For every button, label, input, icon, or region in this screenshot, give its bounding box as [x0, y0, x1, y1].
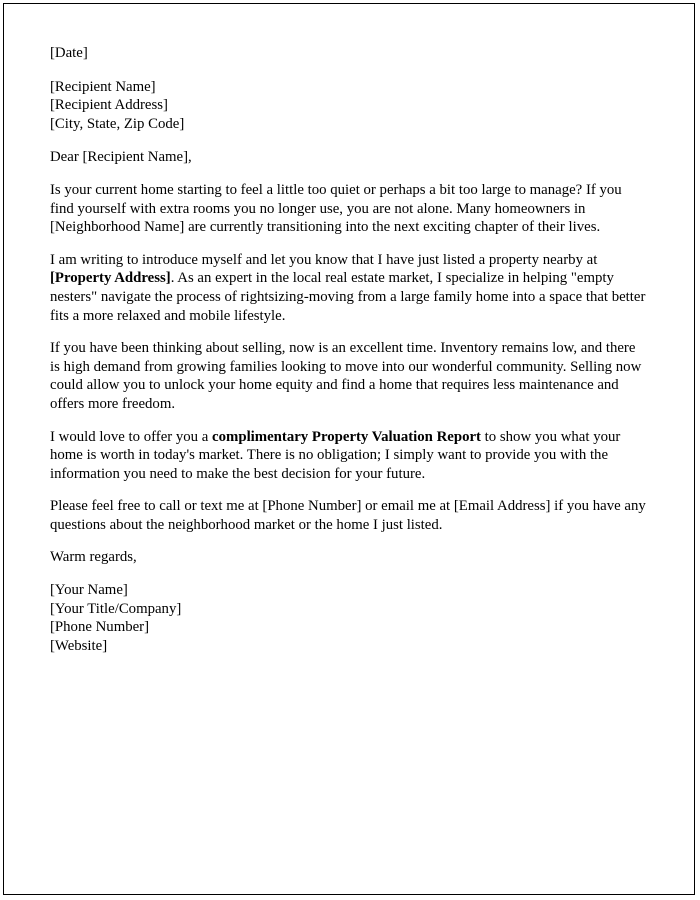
paragraph-selling-time: If you have been thinking about selling, now is an excellent time. Inventory remains low, and there is high demand from growing families looking to move into our wonderful community. Selling now could allow you to unlock your home equity and find a home that requires less maintenance and offers more freedom. — [50, 340, 642, 412]
text-segment: to show you what your home is worth in today's market. There is no obligation; I simply want to provide you with the information you need to make the best decision for your future. — [50, 428, 621, 482]
text-segment: I would love to offer you a — [50, 428, 213, 445]
signature-block — [50, 581, 646, 655]
date-block — [50, 44, 646, 63]
closing: Warm regards, — [50, 549, 137, 566]
text-segment: . As an expert in the local real estate market, I specialize in helping "empty nesters" navigate the process of rightsizing-moving from a large family home into a space that better fits a more relaxed and mobile lifestyle. — [50, 270, 646, 324]
signature-name: [Your Name] — [50, 582, 128, 599]
paragraph-quiet-home: Is your current home starting to feel a little too quiet or perhaps a bit too large to manage? If you find yourself with extra rooms you no longer use, you are not alone. Many homeowners in [Neighborhood Name] are currently transitioning into the next exciting chapter of their lives. — [50, 181, 622, 236]
signature-title-company: [Your Title/Company] — [50, 600, 182, 617]
recipient-block — [50, 78, 646, 134]
signature-phone: [Phone Number] — [50, 619, 150, 636]
salutation: Dear [Recipient Name], — [50, 149, 192, 166]
recipient-name: [Recipient Name] — [50, 78, 156, 95]
paragraph-valuation-offer — [50, 428, 646, 484]
recipient-address: [Recipient Address] — [50, 97, 168, 114]
bold-valuation-report: complimentary Property Valuation Report — [212, 428, 481, 445]
letter-page — [3, 3, 695, 895]
signature-website: [Website] — [50, 637, 108, 654]
paragraph-contact-info: Please feel free to call or text me at [Phone Number] or email me at [Email Address] if you have any questions about the neighborhood market or the home I just listed. — [50, 498, 646, 533]
letter-content — [4, 4, 694, 655]
bold-property-address: [Property Address] — [50, 270, 171, 287]
text-segment: I am writing to introduce myself and let you know that I have just listed a property nearby at — [50, 251, 598, 268]
date-placeholder: [Date] — [50, 45, 88, 61]
recipient-city-state-zip: [City, State, Zip Code] — [50, 115, 185, 132]
paragraph-intro-listing — [50, 251, 646, 325]
